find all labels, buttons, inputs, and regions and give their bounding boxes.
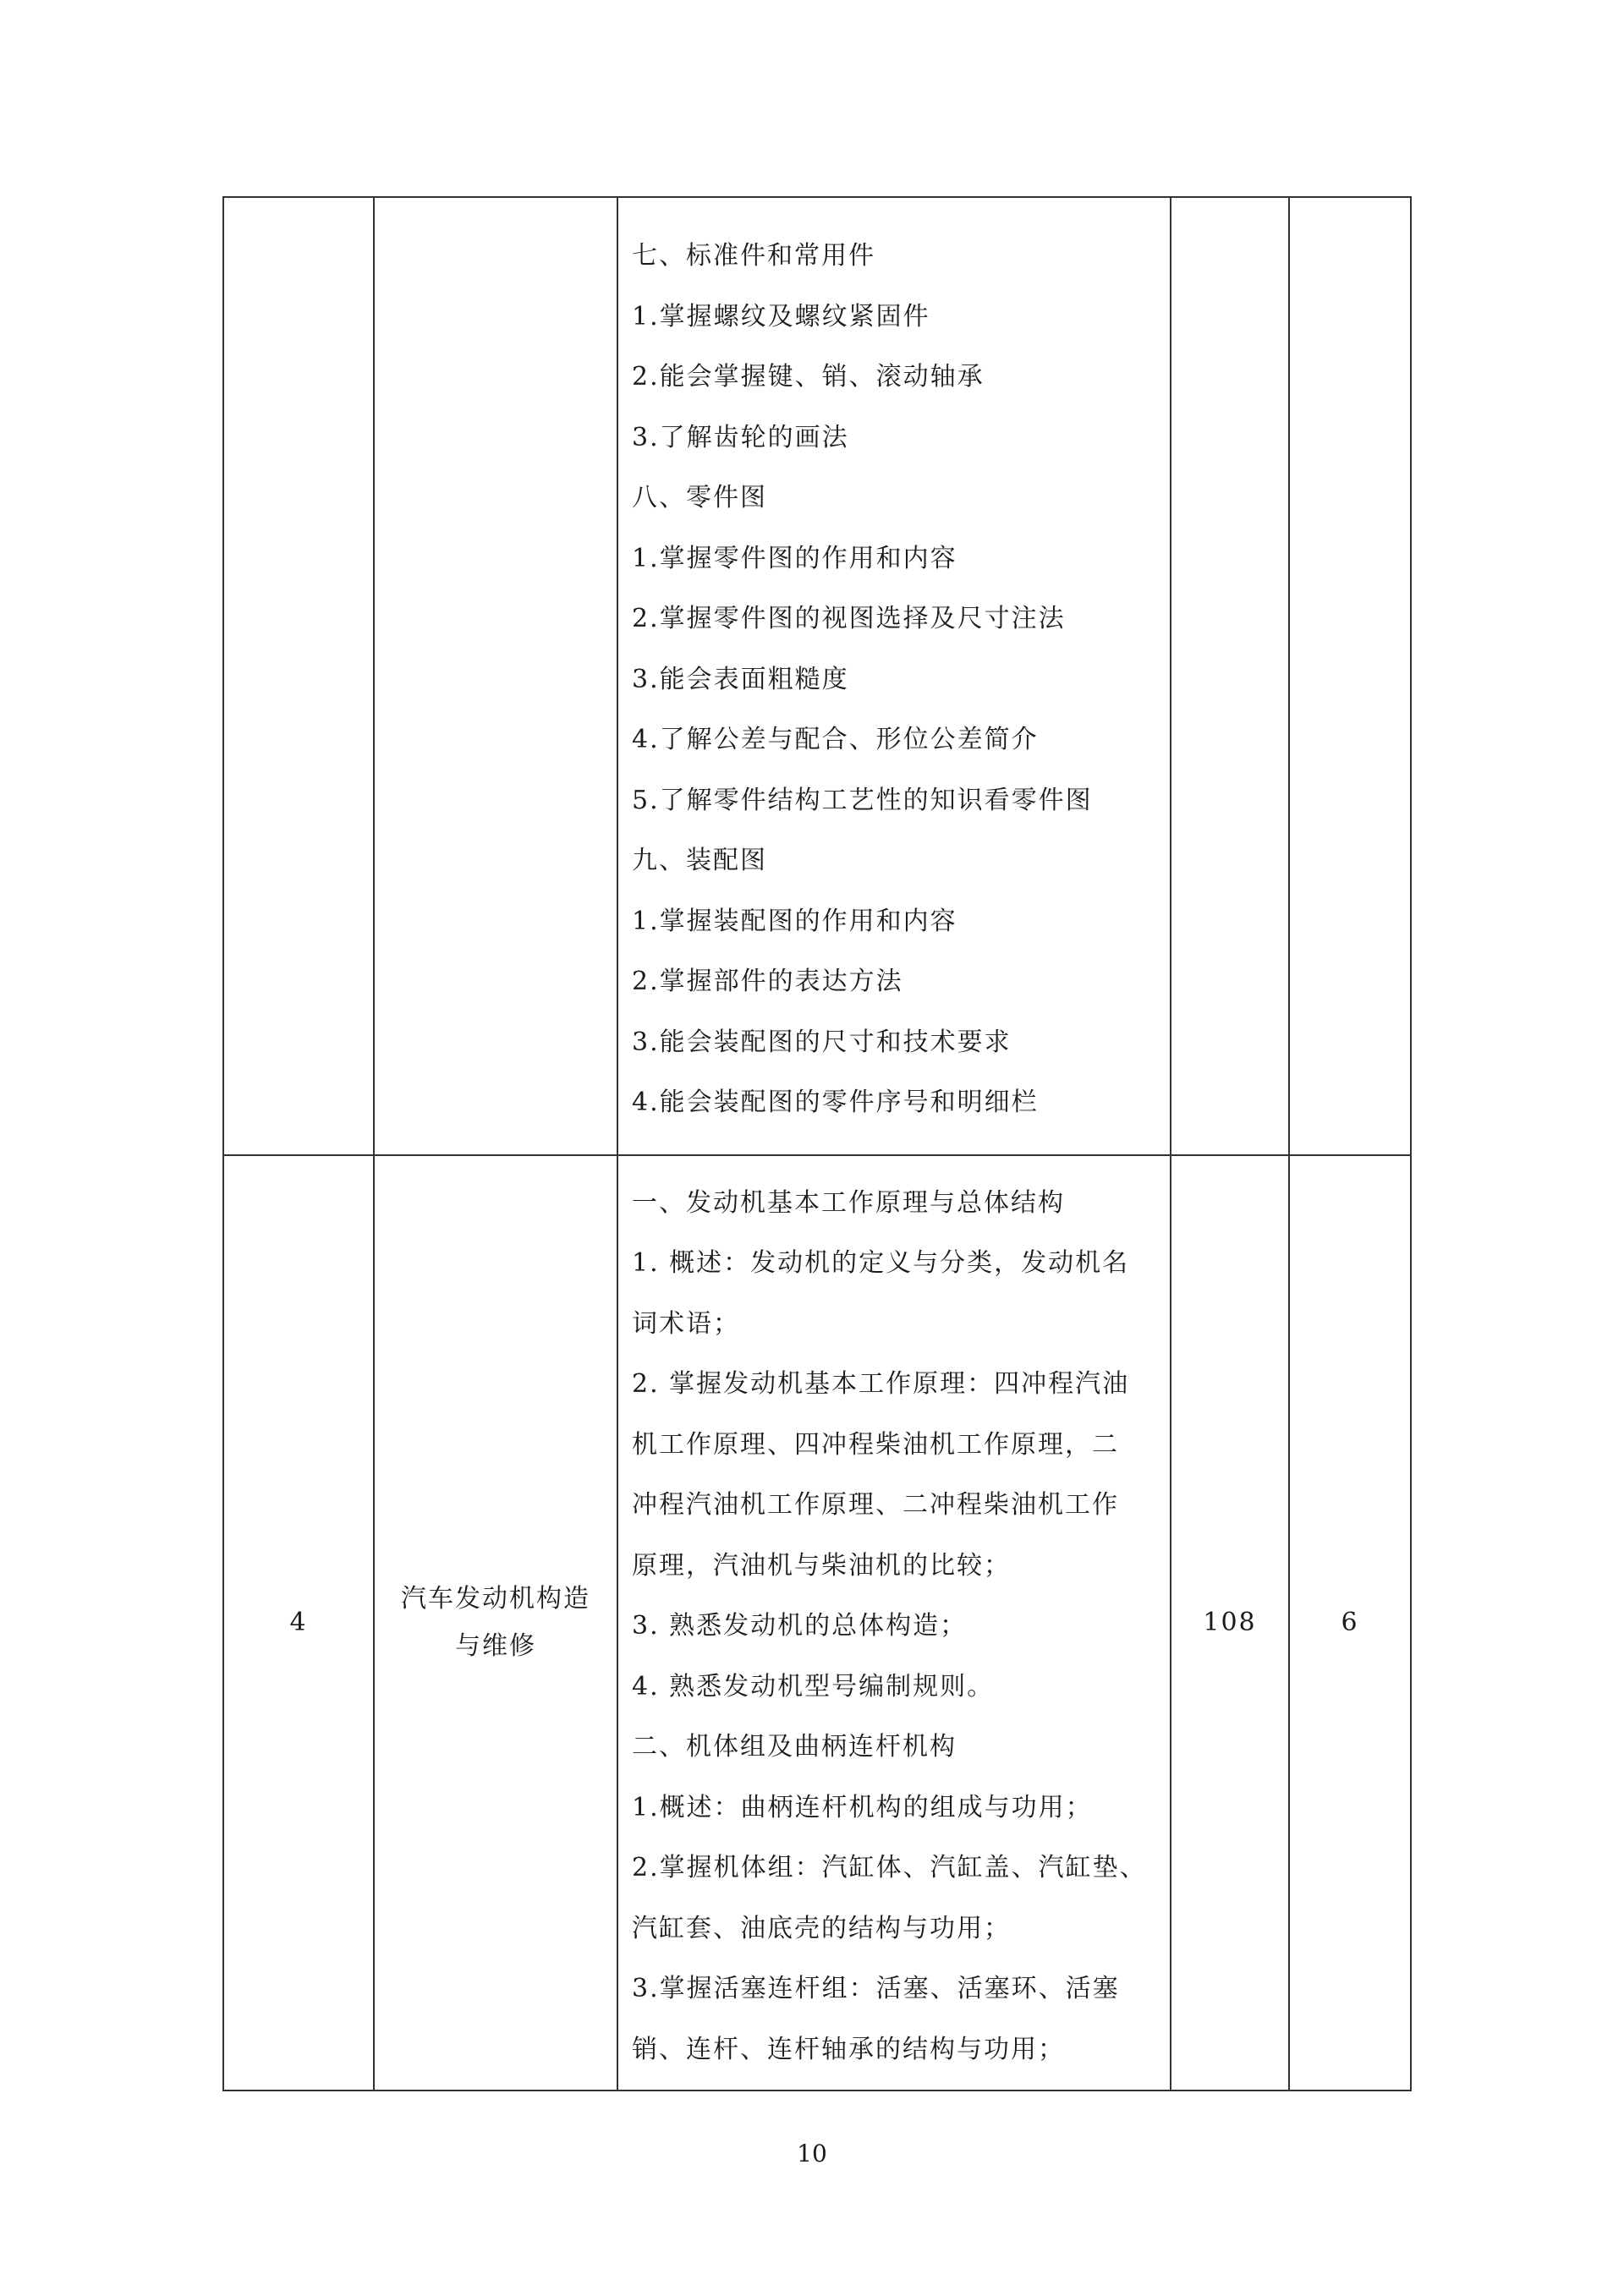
content-line: 3.能会表面粗糙度 [632, 664, 849, 694]
content-line: 冲程汽油机工作原理、二冲程柴油机工作 [632, 1490, 1119, 1520]
page-number: 10 [797, 2140, 827, 2167]
content-lines [632, 1156, 1156, 2091]
content-line: 汽缸套、油底壳的结构与功用； [632, 1913, 1011, 1943]
content-line: 2. 掌握发动机基本工作原理：四冲程汽油 [632, 1369, 1130, 1399]
content-line: 1. 概述：发动机的定义与分类，发动机名 [632, 1248, 1130, 1278]
content-line: 1.掌握螺纹及螺纹紧固件 [632, 301, 930, 332]
content-line: 七、标准件和常用件 [632, 241, 875, 271]
content-line: 九、装配图 [632, 846, 767, 875]
content-line: 3.掌握活塞连杆组：活塞、活塞环、活塞 [632, 1974, 1120, 2003]
content-line: 原理，汽油机与柴油机的比较； [632, 1550, 1011, 1581]
content-line: 1.掌握零件图的作用和内容 [632, 543, 957, 573]
subject-name-line: 汽车发动机构造 [401, 1583, 590, 1614]
content-line: 1.掌握装配图的作用和内容 [632, 906, 957, 936]
content-line: 2.掌握机体组：汽缸体、汽缸盖、汽缸垫、 [632, 1853, 1147, 1882]
content-line: 4.能会装配图的零件序号和明细栏 [632, 1088, 1039, 1117]
course-credits-cell [1289, 197, 1411, 1155]
course-hours-cell: 108 [1171, 1155, 1289, 2091]
content-line: 1.概述：曲柄连杆机构的组成与功用； [632, 1792, 1093, 1822]
table-row [223, 197, 1411, 1155]
content-line: 3.了解齿轮的画法 [632, 422, 849, 452]
course-hours-cell [1171, 197, 1289, 1155]
course-subject-cell [374, 1155, 617, 2091]
content-line: 机工作原理、四冲程柴油机工作原理，二 [632, 1429, 1119, 1460]
content-lines [632, 198, 1156, 1154]
course-number-cell [223, 197, 374, 1155]
course-content-cell [617, 197, 1171, 1155]
content-line: 3. 熟悉发动机的总体构造； [632, 1611, 968, 1641]
content-line: 2.掌握部件的表达方法 [632, 967, 903, 996]
content-line: 5.了解零件结构工艺性的知识看零件图 [632, 785, 1093, 815]
curriculum-table [222, 196, 1412, 2091]
content-line: 4. 熟悉发动机型号编制规则。 [632, 1671, 995, 1701]
course-number-cell: 4 [223, 1155, 374, 2091]
content-line: 二、机体组及曲柄连杆机构 [632, 1732, 957, 1762]
content-line: 4.了解公差与配合、形位公差简介 [632, 725, 1039, 754]
course-credits-cell: 6 [1289, 1155, 1411, 2091]
content-line: 一、发动机基本工作原理与总体结构 [632, 1187, 1065, 1218]
table-row [223, 1155, 1411, 2091]
content-line: 词术语； [632, 1308, 740, 1339]
content-line: 3.能会装配图的尺寸和技术要求 [632, 1027, 1012, 1057]
course-content-cell [617, 1155, 1171, 2091]
content-line: 销、连杆、连杆轴承的结构与功用； [632, 2034, 1065, 2064]
content-line: 八、零件图 [632, 483, 767, 512]
course-subject-cell [374, 197, 617, 1155]
content-line: 2.掌握零件图的视图选择及尺寸注法 [632, 604, 1066, 633]
content-line: 2.能会掌握键、销、滚动轴承 [632, 362, 985, 392]
subject-name-line: 与维修 [455, 1630, 536, 1661]
